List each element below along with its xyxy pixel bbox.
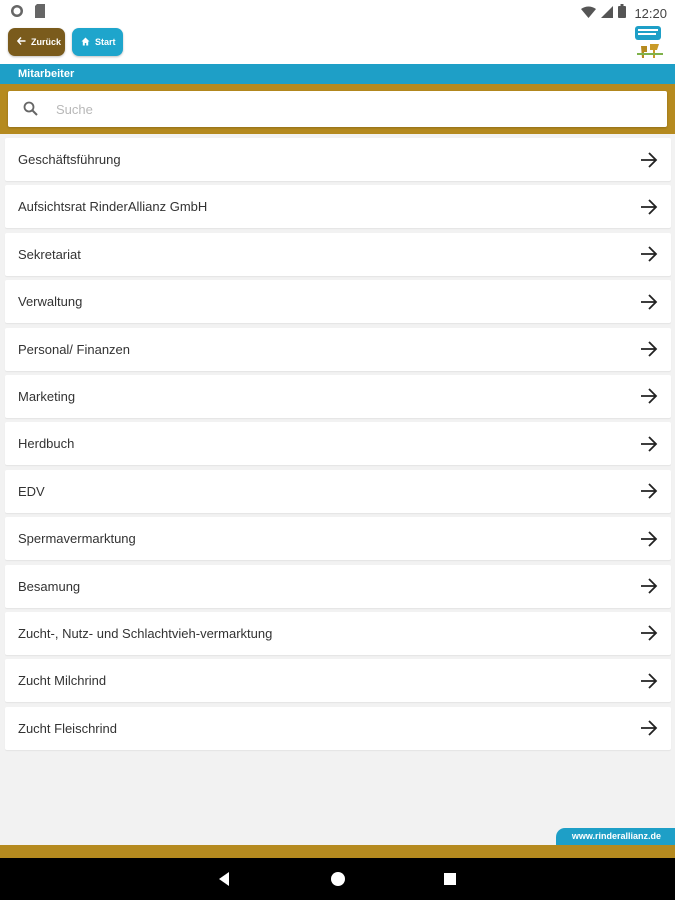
arrow-left-icon: [17, 37, 26, 47]
nav-recent-apps-icon[interactable]: [440, 869, 460, 889]
list-item[interactable]: [5, 707, 671, 750]
search-input[interactable]: [56, 102, 616, 117]
signal-icon: [601, 5, 613, 23]
list-item-label: Marketing: [18, 388, 76, 404]
arrow-right-icon: [639, 718, 659, 738]
list-item-label: Personal/ Finanzen: [18, 341, 131, 357]
start-button-label: Start: [95, 37, 116, 47]
arrow-right-icon: [639, 576, 659, 596]
arrow-right-icon: [639, 671, 659, 691]
arrow-right-icon: [639, 197, 659, 217]
list-item[interactable]: [5, 185, 671, 228]
nav-back-icon[interactable]: [215, 869, 235, 889]
list-item-label: Sekretariat: [18, 246, 81, 262]
status-bar: [0, 0, 675, 24]
wifi-icon: [581, 5, 596, 23]
list-item[interactable]: [5, 280, 671, 323]
list-item-label: Aufsichtsrat RinderAllianz GmbH: [18, 199, 208, 215]
list-item-label: Spermavermarktung: [18, 531, 136, 547]
arrow-right-icon: [639, 150, 659, 170]
list-item[interactable]: [5, 375, 671, 418]
battery-icon: [618, 4, 626, 23]
notification-circle-icon: [10, 4, 24, 23]
list-item-label: Geschäftsführung: [18, 152, 121, 167]
list-item-label: Zucht Milchrind: [18, 673, 107, 689]
list-item[interactable]: [5, 233, 671, 276]
arrow-right-icon: [639, 292, 659, 312]
arrow-right-icon: [639, 529, 659, 549]
list-item[interactable]: [5, 328, 671, 371]
arrow-right-icon: [639, 244, 659, 264]
list-item[interactable]: [5, 612, 671, 655]
list-item-label: Zucht Fleischrind: [18, 720, 117, 736]
search-icon: [22, 100, 40, 118]
list-item-label: Herdbuch: [18, 436, 75, 452]
list-item[interactable]: [5, 517, 671, 560]
start-button[interactable]: [72, 28, 123, 56]
section-header: Mitarbeiter: [0, 64, 675, 84]
rinderallianz-logo[interactable]: [633, 26, 665, 60]
nav-home-icon[interactable]: [328, 869, 348, 889]
department-list: [5, 138, 671, 754]
system-nav-bar: [0, 858, 675, 900]
arrow-right-icon: [639, 623, 659, 643]
list-item[interactable]: [5, 138, 671, 181]
list-item[interactable]: [5, 470, 671, 513]
arrow-right-icon: [639, 386, 659, 406]
list-item[interactable]: [5, 422, 671, 465]
search-box[interactable]: [8, 91, 667, 127]
search-bar: [0, 84, 675, 134]
list-item-label: EDV: [18, 483, 45, 499]
back-button[interactable]: [8, 28, 65, 56]
website-link[interactable]: www.rinderallianz.de: [556, 828, 675, 845]
list-item[interactable]: [5, 565, 671, 608]
list-item[interactable]: [5, 659, 671, 702]
top-toolbar: [0, 24, 675, 64]
status-time: 12:20: [634, 6, 667, 21]
back-button-label: Zurück: [31, 37, 62, 47]
home-icon: [81, 37, 90, 48]
list-item-label: Verwaltung: [18, 294, 83, 310]
footer-bar: [0, 845, 675, 858]
arrow-right-icon: [639, 434, 659, 454]
arrow-right-icon: [639, 481, 659, 501]
arrow-right-icon: [639, 339, 659, 359]
list-item-label: Besamung: [18, 578, 81, 594]
list-item-label: Zucht-, Nutz- und Schlachtvieh-vermarktung: [18, 625, 273, 641]
sd-card-icon: [34, 4, 46, 23]
